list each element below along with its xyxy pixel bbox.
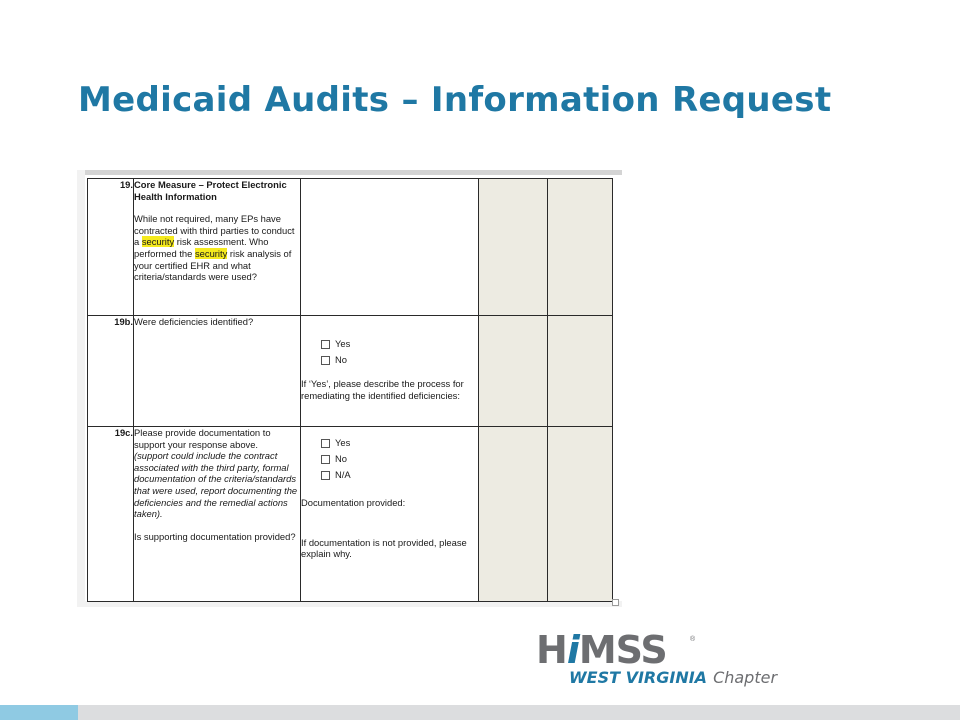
- shaded-cell: [548, 427, 613, 602]
- shaded-cell: [479, 316, 548, 427]
- checkbox-option-yes[interactable]: [321, 435, 478, 451]
- checkbox-label: No: [335, 453, 347, 465]
- checkbox[interactable]: [321, 356, 330, 365]
- question-title: Core Measure – Protect Electronic Health Information: [134, 179, 287, 202]
- checkbox-label: Yes: [335, 338, 351, 350]
- question-text-2: Is supporting documentation provided?: [134, 530, 296, 542]
- table-row-19b: [88, 316, 613, 427]
- question-cell: [134, 316, 301, 427]
- shaded-cell: [548, 316, 613, 427]
- checkbox-option-yes[interactable]: [321, 336, 478, 352]
- follow-up-prompt: If ‘Yes’, please describe the process for remediating the identified deficiencies:: [301, 378, 464, 401]
- audit-form-table: [87, 178, 613, 602]
- shaded-cell: [479, 427, 548, 602]
- highlighted-term: security: [141, 236, 175, 248]
- frame-top-bar: [77, 170, 622, 175]
- form-screenshot: [77, 170, 622, 607]
- question-text: Please provide documentation to support your response above.: [134, 427, 271, 450]
- row-number: 19.: [88, 179, 134, 316]
- checkbox-option-no[interactable]: [321, 451, 478, 467]
- logo-subtitle: [569, 668, 777, 688]
- checkbox-option-no[interactable]: [321, 352, 478, 368]
- answer-cell: [301, 427, 479, 602]
- answer-cell[interactable]: [301, 179, 479, 316]
- row-number: 19c.: [88, 427, 134, 602]
- table-row-19c: [88, 427, 613, 602]
- checkbox[interactable]: [321, 439, 330, 448]
- footer-bar: [0, 705, 960, 720]
- registered-mark: ®: [690, 636, 696, 643]
- shaded-cell: [548, 179, 613, 316]
- checkbox-label: No: [335, 354, 347, 366]
- logo-chapter: Chapter: [713, 668, 778, 687]
- checkbox-option-na[interactable]: [321, 467, 478, 483]
- documentation-label: Documentation provided:: [301, 497, 406, 508]
- slide-title: Medicaid Audits – Information Request: [78, 80, 832, 120]
- answer-cell: [301, 316, 479, 427]
- question-cell: [134, 427, 301, 602]
- highlighted-term: security: [194, 247, 228, 259]
- question-note: (support could include the contract associated with the third party, formal documentation of the criteria/standards that were used, report documenting the deficiencies and the remedial actions taken).: [134, 450, 298, 520]
- checkbox[interactable]: [321, 455, 330, 464]
- question-text: Were deficiencies identified?: [134, 316, 254, 327]
- question-cell: [134, 179, 301, 316]
- explain-prompt: If documentation is not provided, please explain why.: [301, 536, 467, 560]
- himss-wv-logo: [536, 628, 866, 698]
- question-text: While not required, many EPs have contracted with third parties to conduct a security risk assessment. Who performed the security risk analysis of your certified EHR and what criteria/standards were used?: [134, 213, 295, 283]
- checkbox-label: N/A: [335, 469, 351, 481]
- checkbox[interactable]: [321, 471, 330, 480]
- frame-left-bar: [77, 170, 85, 607]
- logo-wordmark: HiMSS: [536, 628, 667, 672]
- checkbox-label: Yes: [335, 437, 351, 449]
- shaded-cell: [479, 179, 548, 316]
- footer-accent: [0, 705, 78, 720]
- logo-state: WEST VIRGINIA: [569, 668, 708, 687]
- row-number: 19b.: [88, 316, 134, 427]
- checkbox[interactable]: [321, 340, 330, 349]
- resize-handle[interactable]: [612, 599, 619, 606]
- table-row-19: [88, 179, 613, 316]
